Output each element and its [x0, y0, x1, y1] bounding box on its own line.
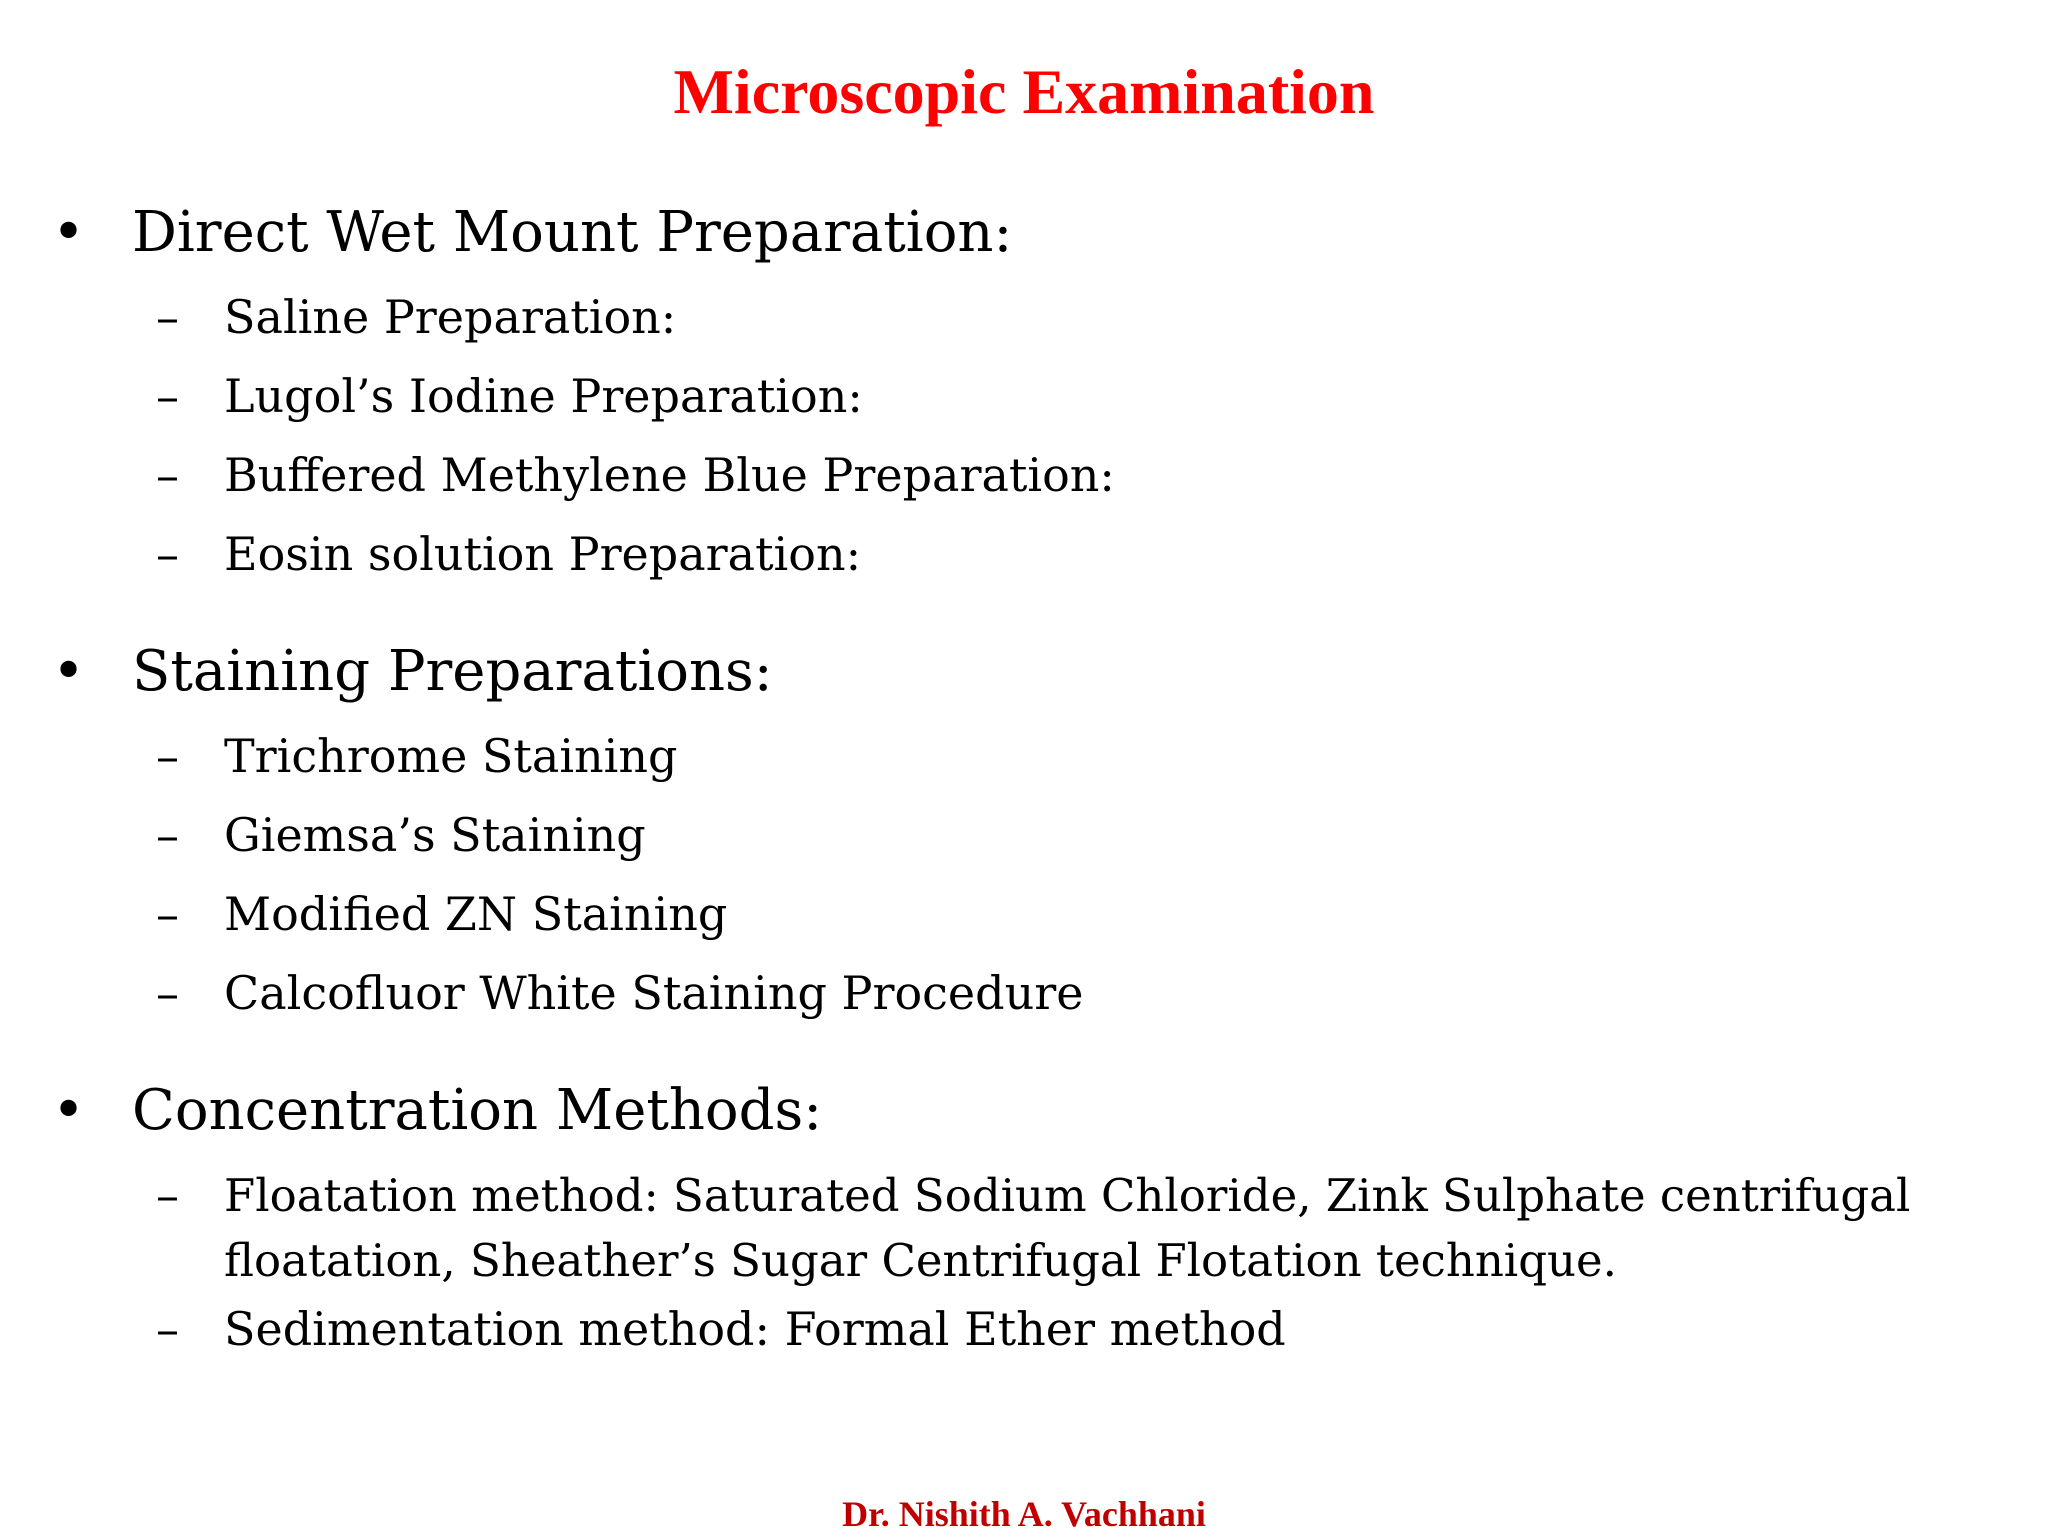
section-staining-preparations: [0, 627, 2048, 1033]
list-item: [0, 357, 2048, 436]
author-footer: Dr. Nishith A. Vachhani: [842, 1494, 1206, 1534]
bullet-icon: •: [52, 1078, 86, 1143]
list-item-text: Eosin solution Preparation:: [224, 527, 862, 581]
dash-icon: –: [156, 1168, 179, 1222]
section-heading-row: [0, 1066, 2048, 1156]
list-item: [0, 875, 2048, 954]
list-item: [0, 954, 2048, 1033]
list-item-text: Lugol’s Iodine Preparation:: [224, 369, 863, 423]
dash-icon: –: [156, 966, 179, 1020]
dash-icon: –: [156, 369, 179, 423]
dash-icon: –: [156, 887, 179, 941]
list-item: [0, 1290, 2048, 1369]
list-item-text: Floatation method: Saturated Sodium Chloride, Zink Sulphate centrifugal floatation, Sheather’s Sugar Centrifugal Flotation technique.: [224, 1169, 1911, 1287]
section-heading: Direct Wet Mount Preparation:: [132, 200, 1013, 265]
dash-icon: –: [156, 527, 179, 581]
list-item: [0, 436, 2048, 515]
list-item: [0, 515, 2048, 594]
list-item: [0, 1156, 2048, 1290]
dash-icon: –: [156, 1302, 179, 1356]
bullet-icon: •: [52, 639, 86, 704]
list-item-text: Sedimentation method: Formal Ether method: [224, 1302, 1286, 1356]
dash-icon: –: [156, 448, 179, 502]
section-heading: Concentration Methods:: [132, 1078, 823, 1143]
dash-icon: –: [156, 729, 179, 783]
section-heading: Staining Preparations:: [132, 639, 773, 704]
section-heading-row: [0, 188, 2048, 278]
list-item-text: Modified ZN Staining: [224, 887, 728, 941]
section-heading-row: [0, 627, 2048, 717]
dash-icon: –: [156, 808, 179, 862]
list-item-text: Giemsa’s Staining: [224, 808, 646, 862]
list-item: [0, 796, 2048, 875]
bullet-icon: •: [52, 200, 86, 265]
dash-icon: –: [156, 290, 179, 344]
slide-title: Microscopic Examination: [673, 56, 1375, 127]
list-item: [0, 278, 2048, 357]
list-item-text: Buffered Methylene Blue Preparation:: [224, 448, 1115, 502]
section-direct-wet-mount: [0, 188, 2048, 594]
list-item-text: Calcofluor White Staining Procedure: [224, 966, 1084, 1020]
list-item-text: Saline Preparation:: [224, 290, 677, 344]
list-item: [0, 717, 2048, 796]
section-concentration-methods: [0, 1066, 2048, 1369]
list-item-text: Trichrome Staining: [224, 729, 678, 783]
